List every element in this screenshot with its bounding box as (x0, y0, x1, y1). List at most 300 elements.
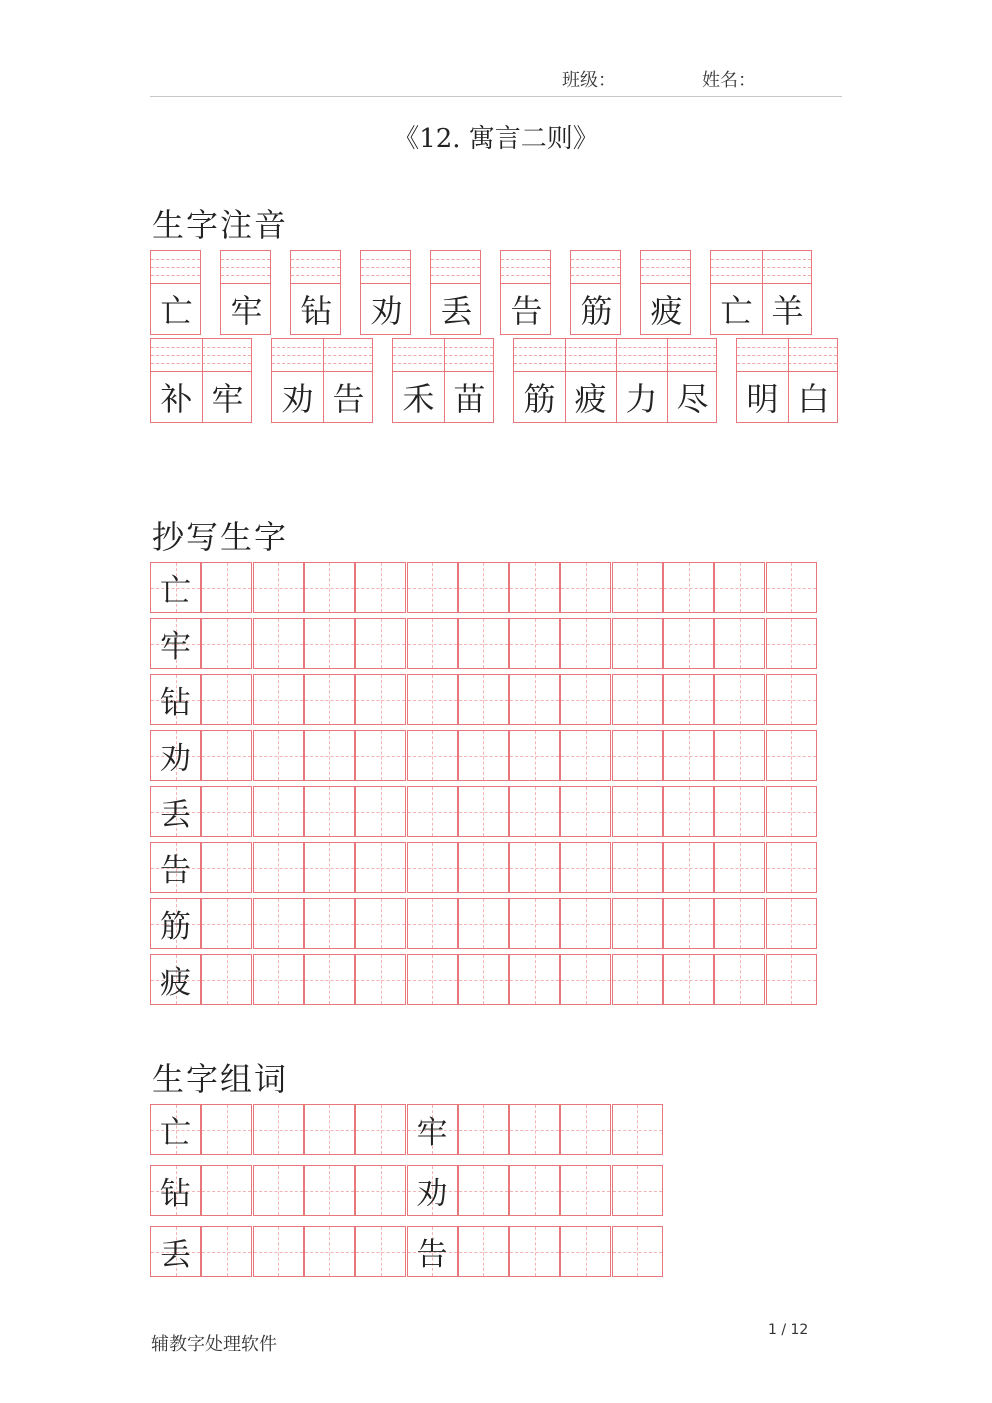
word-practice-cell[interactable] (560, 1104, 611, 1155)
word-practice-cell[interactable] (509, 1165, 560, 1216)
guide-line (483, 619, 484, 668)
copy-practice-cell[interactable] (714, 730, 765, 781)
pinyin-box[interactable] (150, 250, 201, 335)
word-sample-cell[interactable] (150, 1226, 201, 1277)
guide-line (291, 275, 340, 276)
pinyin-writing-lines[interactable] (393, 339, 493, 372)
copy-practice-cell[interactable] (714, 954, 765, 1005)
guide-line (227, 731, 228, 780)
guide-line (278, 563, 279, 612)
pinyin-writing-lines[interactable] (431, 251, 480, 284)
guide-line (586, 675, 587, 724)
copy-practice-cell[interactable] (612, 954, 663, 1005)
sample-char: 亡 (160, 573, 191, 609)
guide-line (381, 1105, 382, 1154)
guide-line (791, 619, 792, 668)
guide-line (586, 563, 587, 612)
guide-line (393, 363, 493, 364)
pinyin-box[interactable] (640, 250, 691, 335)
cell-divider (565, 339, 566, 422)
sample-char: 牢 (416, 1115, 448, 1151)
guide-line (740, 619, 741, 668)
copy-practice-cell[interactable] (201, 898, 252, 949)
pinyin-target-char: 白 (797, 379, 830, 418)
pinyin-box[interactable] (220, 250, 271, 335)
copy-practice-cell[interactable] (612, 674, 663, 725)
guide-line (329, 955, 330, 1004)
copy-practice-cell[interactable] (560, 674, 611, 725)
cell-divider (444, 339, 445, 422)
word-practice-cell[interactable] (560, 1226, 611, 1277)
pinyin-target-char: 牢 (230, 291, 263, 330)
guide-line (535, 675, 536, 724)
guide-line (278, 843, 279, 892)
sample-char: 丢 (160, 1237, 191, 1273)
copy-practice-cell[interactable] (560, 842, 611, 893)
pinyin-target-char: 劝 (370, 291, 403, 330)
sample-char: 劝 (416, 1176, 448, 1212)
guide-line (535, 955, 536, 1004)
pinyin-box[interactable] (360, 250, 411, 335)
guide-line (227, 563, 228, 612)
guide-line (586, 787, 587, 836)
guide-line (535, 731, 536, 780)
footer-software: 辅教字处理软件 (151, 1334, 277, 1355)
pinyin-target-char: 苗 (453, 379, 486, 418)
pinyin-writing-lines[interactable] (361, 251, 410, 284)
word-practice-cell[interactable] (458, 1165, 509, 1216)
word-practice-cell[interactable] (304, 1226, 355, 1277)
copy-practice-cell[interactable] (407, 562, 458, 613)
guide-line (535, 1227, 536, 1276)
copy-practice-cell[interactable] (407, 674, 458, 725)
sample-char: 丢 (160, 797, 191, 833)
pinyin-box[interactable] (430, 250, 481, 335)
guide-line (637, 1166, 638, 1215)
pinyin-target-char: 告 (332, 379, 365, 418)
word-practice-cell[interactable] (201, 1104, 252, 1155)
guide-line (361, 275, 410, 276)
guide-line (483, 955, 484, 1004)
guide-line (641, 275, 690, 276)
word-practice-cell[interactable] (612, 1226, 663, 1277)
copy-practice-cell[interactable] (612, 786, 663, 837)
copy-practice-cell[interactable] (766, 786, 817, 837)
copy-practice-cell[interactable] (253, 786, 304, 837)
copy-practice-cell[interactable] (766, 898, 817, 949)
guide-line (740, 843, 741, 892)
copy-sample-cell[interactable] (150, 898, 201, 949)
word-practice-cell[interactable] (201, 1226, 252, 1277)
guide-line (227, 1227, 228, 1276)
copy-sample-cell[interactable] (150, 674, 201, 725)
guide-line (329, 675, 330, 724)
copy-sample-cell[interactable] (150, 842, 201, 893)
guide-line (586, 1166, 587, 1215)
cell-divider (762, 251, 763, 334)
copy-practice-cell[interactable] (355, 954, 406, 1005)
copy-practice-cell[interactable] (766, 954, 817, 1005)
guide-line (501, 267, 550, 268)
copy-practice-cell[interactable] (714, 842, 765, 893)
word-sample-cell[interactable] (407, 1226, 458, 1277)
copy-practice-cell[interactable] (458, 618, 509, 669)
guide-line (151, 363, 251, 364)
guide-line (227, 899, 228, 948)
copy-practice-cell[interactable] (766, 562, 817, 613)
pinyin-writing-lines[interactable] (291, 251, 340, 284)
pinyin-writing-lines[interactable] (737, 339, 837, 372)
guide-line (431, 259, 480, 260)
copy-practice-cell[interactable] (612, 618, 663, 669)
copy-practice-cell[interactable] (304, 954, 355, 1005)
guide-line (737, 355, 837, 356)
guide-line (431, 275, 480, 276)
copy-practice-cell[interactable] (201, 786, 252, 837)
page-title: 《12. 寓言二则》 (393, 124, 599, 154)
pinyin-writing-lines[interactable] (151, 339, 251, 372)
pinyin-writing-lines[interactable] (151, 251, 200, 284)
copy-practice-cell[interactable] (355, 674, 406, 725)
copy-practice-cell[interactable] (355, 562, 406, 613)
copy-practice-cell[interactable] (458, 898, 509, 949)
copy-practice-cell[interactable] (612, 562, 663, 613)
guide-line (432, 675, 433, 724)
copy-practice-cell[interactable] (458, 674, 509, 725)
guide-line (740, 787, 741, 836)
guide-line (711, 275, 811, 276)
copy-practice-cell[interactable] (407, 730, 458, 781)
sample-char: 钻 (160, 1176, 191, 1212)
word-practice-cell[interactable] (304, 1104, 355, 1155)
guide-line (272, 355, 372, 356)
guide-line (483, 1166, 484, 1215)
copy-practice-cell[interactable] (560, 954, 611, 1005)
copy-practice-cell[interactable] (304, 786, 355, 837)
copy-practice-cell[interactable] (201, 954, 252, 1005)
copy-practice-cell[interactable] (407, 842, 458, 893)
copy-practice-cell[interactable] (509, 898, 560, 949)
copy-practice-cell[interactable] (458, 954, 509, 1005)
pinyin-writing-lines[interactable] (571, 251, 620, 284)
copy-sample-cell[interactable] (150, 730, 201, 781)
copy-practice-cell[interactable] (663, 562, 714, 613)
copy-practice-cell[interactable] (304, 898, 355, 949)
guide-line (535, 619, 536, 668)
sample-char: 牢 (160, 629, 191, 665)
word-practice-cell[interactable] (458, 1226, 509, 1277)
copy-practice-cell[interactable] (766, 842, 817, 893)
copy-practice-cell[interactable] (304, 730, 355, 781)
guide-line (711, 267, 811, 268)
guide-line (151, 259, 200, 260)
header-divider (150, 96, 842, 97)
guide-line (514, 363, 716, 364)
section-pinyin-heading: 生字注音 (152, 206, 289, 244)
guide-line (381, 731, 382, 780)
copy-practice-cell[interactable] (201, 562, 252, 613)
copy-practice-cell[interactable] (663, 786, 714, 837)
copy-practice-cell[interactable] (304, 674, 355, 725)
copy-practice-cell[interactable] (304, 562, 355, 613)
copy-practice-cell[interactable] (253, 618, 304, 669)
word-practice-cell[interactable] (560, 1165, 611, 1216)
sample-char: 疲 (160, 965, 191, 1001)
word-practice-cell[interactable] (355, 1104, 406, 1155)
guide-line (278, 731, 279, 780)
class-label: 班级： (562, 70, 616, 91)
copy-practice-cell[interactable] (560, 618, 611, 669)
word-practice-cell[interactable] (201, 1165, 252, 1216)
guide-line (689, 675, 690, 724)
pinyin-target-char: 疲 (650, 291, 683, 330)
pinyin-target-char: 牢 (211, 379, 244, 418)
guide-line (689, 787, 690, 836)
copy-practice-cell[interactable] (355, 842, 406, 893)
guide-line (432, 619, 433, 668)
guide-line (221, 267, 270, 268)
guide-line (432, 563, 433, 612)
copy-practice-cell[interactable] (407, 898, 458, 949)
word-practice-cell[interactable] (253, 1165, 304, 1216)
guide-line (791, 899, 792, 948)
cell-divider (323, 339, 324, 422)
copy-practice-cell[interactable] (714, 618, 765, 669)
word-sample-cell[interactable] (407, 1104, 458, 1155)
guide-line (586, 899, 587, 948)
guide-line (535, 843, 536, 892)
copy-sample-cell[interactable] (150, 786, 201, 837)
pinyin-box[interactable] (500, 250, 551, 335)
copy-sample-cell[interactable] (150, 618, 201, 669)
pinyin-target-char: 亡 (160, 291, 193, 330)
guide-line (393, 355, 493, 356)
pinyin-box[interactable] (710, 250, 812, 335)
copy-practice-cell[interactable] (560, 730, 611, 781)
guide-line (637, 675, 638, 724)
copy-practice-cell[interactable] (663, 730, 714, 781)
guide-line (641, 259, 690, 260)
guide-line (571, 259, 620, 260)
pinyin-box[interactable] (392, 338, 494, 423)
guide-line (432, 843, 433, 892)
pinyin-writing-lines[interactable] (711, 251, 811, 284)
guide-line (641, 267, 690, 268)
copy-practice-cell[interactable] (612, 730, 663, 781)
pinyin-writing-lines[interactable] (272, 339, 372, 372)
copy-practice-cell[interactable] (355, 618, 406, 669)
copy-practice-cell[interactable] (509, 786, 560, 837)
copy-practice-cell[interactable] (663, 898, 714, 949)
guide-line (483, 787, 484, 836)
guide-line (381, 787, 382, 836)
guide-line (535, 563, 536, 612)
guide-line (227, 1166, 228, 1215)
cell-divider (788, 339, 789, 422)
pinyin-writing-lines[interactable] (501, 251, 550, 284)
word-practice-cell[interactable] (355, 1165, 406, 1216)
copy-practice-cell[interactable] (407, 954, 458, 1005)
guide-line (151, 347, 251, 348)
guide-line (483, 675, 484, 724)
sample-char: 劝 (160, 741, 191, 777)
guide-line (740, 899, 741, 948)
guide-line (329, 1105, 330, 1154)
guide-line (151, 275, 200, 276)
copy-practice-cell[interactable] (458, 786, 509, 837)
guide-line (637, 955, 638, 1004)
copy-practice-cell[interactable] (714, 562, 765, 613)
copy-practice-cell[interactable] (714, 786, 765, 837)
guide-line (689, 843, 690, 892)
copy-practice-cell[interactable] (355, 786, 406, 837)
guide-line (227, 787, 228, 836)
guide-line (689, 563, 690, 612)
copy-practice-cell[interactable] (509, 562, 560, 613)
copy-practice-cell[interactable] (253, 898, 304, 949)
word-practice-cell[interactable] (458, 1104, 509, 1155)
guide-line (689, 899, 690, 948)
guide-line (501, 275, 550, 276)
guide-line (291, 267, 340, 268)
guide-line (571, 275, 620, 276)
pinyin-box[interactable] (570, 250, 621, 335)
copy-practice-cell[interactable] (253, 674, 304, 725)
word-practice-cell[interactable] (509, 1226, 560, 1277)
copy-practice-cell[interactable] (663, 842, 714, 893)
sample-char: 告 (416, 1237, 448, 1273)
copy-practice-cell[interactable] (560, 898, 611, 949)
copy-practice-cell[interactable] (663, 674, 714, 725)
guide-line (791, 787, 792, 836)
guide-line (586, 619, 587, 668)
copy-sample-cell[interactable] (150, 954, 201, 1005)
guide-line (381, 843, 382, 892)
guide-line (278, 787, 279, 836)
pinyin-writing-lines[interactable] (514, 339, 716, 372)
word-practice-cell[interactable] (253, 1226, 304, 1277)
copy-practice-cell[interactable] (253, 730, 304, 781)
copy-practice-cell[interactable] (253, 842, 304, 893)
word-sample-cell[interactable] (407, 1165, 458, 1216)
guide-line (711, 259, 811, 260)
word-sample-cell[interactable] (150, 1104, 201, 1155)
copy-practice-cell[interactable] (458, 562, 509, 613)
word-practice-cell[interactable] (612, 1165, 663, 1216)
guide-line (329, 563, 330, 612)
pinyin-target-char: 筋 (523, 379, 556, 418)
word-practice-cell[interactable] (612, 1104, 663, 1155)
copy-practice-cell[interactable] (766, 674, 817, 725)
guide-line (483, 1105, 484, 1154)
pinyin-target-char: 补 (160, 379, 193, 418)
copy-practice-cell[interactable] (509, 674, 560, 725)
copy-practice-cell[interactable] (560, 562, 611, 613)
pinyin-box[interactable] (736, 338, 838, 423)
pinyin-target-char: 尽 (676, 379, 709, 418)
pinyin-box[interactable] (290, 250, 341, 335)
guide-line (637, 843, 638, 892)
copy-practice-cell[interactable] (201, 674, 252, 725)
guide-line (221, 275, 270, 276)
guide-line (483, 1227, 484, 1276)
copy-practice-cell[interactable] (509, 954, 560, 1005)
guide-line (278, 1105, 279, 1154)
guide-line (637, 787, 638, 836)
guide-line (381, 675, 382, 724)
copy-practice-cell[interactable] (407, 618, 458, 669)
copy-practice-cell[interactable] (458, 730, 509, 781)
guide-line (329, 787, 330, 836)
word-practice-cell[interactable] (355, 1226, 406, 1277)
guide-line (381, 899, 382, 948)
copy-practice-cell[interactable] (612, 842, 663, 893)
word-practice-cell[interactable] (304, 1165, 355, 1216)
copy-practice-cell[interactable] (407, 786, 458, 837)
cell-divider (667, 339, 668, 422)
copy-practice-cell[interactable] (304, 842, 355, 893)
guide-line (329, 731, 330, 780)
copy-practice-cell[interactable] (714, 674, 765, 725)
guide-line (329, 1227, 330, 1276)
cell-divider (616, 339, 617, 422)
copy-practice-cell[interactable] (201, 618, 252, 669)
copy-practice-cell[interactable] (253, 562, 304, 613)
pinyin-target-char: 明 (746, 379, 779, 418)
pinyin-box[interactable] (271, 338, 373, 423)
copy-sample-cell[interactable] (150, 562, 201, 613)
copy-practice-cell[interactable] (766, 730, 817, 781)
copy-practice-cell[interactable] (663, 954, 714, 1005)
copy-practice-cell[interactable] (509, 730, 560, 781)
copy-practice-cell[interactable] (304, 618, 355, 669)
guide-line (272, 363, 372, 364)
guide-line (151, 355, 251, 356)
guide-line (227, 675, 228, 724)
guide-line (432, 731, 433, 780)
guide-line (381, 563, 382, 612)
word-practice-cell[interactable] (253, 1104, 304, 1155)
name-label: 姓名： (702, 70, 756, 91)
copy-practice-cell[interactable] (663, 618, 714, 669)
pinyin-box[interactable] (513, 338, 717, 423)
pinyin-writing-lines[interactable] (641, 251, 690, 284)
word-sample-cell[interactable] (150, 1165, 201, 1216)
copy-practice-cell[interactable] (355, 898, 406, 949)
pinyin-writing-lines[interactable] (221, 251, 270, 284)
copy-practice-cell[interactable] (201, 842, 252, 893)
copy-practice-cell[interactable] (253, 954, 304, 1005)
pinyin-box[interactable] (150, 338, 252, 423)
copy-practice-cell[interactable] (714, 898, 765, 949)
pinyin-target-char: 禾 (402, 379, 435, 418)
guide-line (291, 259, 340, 260)
copy-practice-cell[interactable] (509, 842, 560, 893)
guide-line (637, 1227, 638, 1276)
copy-practice-cell[interactable] (458, 842, 509, 893)
guide-line (329, 899, 330, 948)
copy-practice-cell[interactable] (766, 618, 817, 669)
guide-line (483, 563, 484, 612)
copy-practice-cell[interactable] (612, 898, 663, 949)
copy-practice-cell[interactable] (560, 786, 611, 837)
copy-practice-cell[interactable] (201, 730, 252, 781)
pinyin-target-char: 钻 (300, 291, 333, 330)
copy-practice-cell[interactable] (355, 730, 406, 781)
pinyin-target-char: 疲 (574, 379, 607, 418)
word-practice-cell[interactable] (509, 1104, 560, 1155)
copy-practice-cell[interactable] (509, 618, 560, 669)
